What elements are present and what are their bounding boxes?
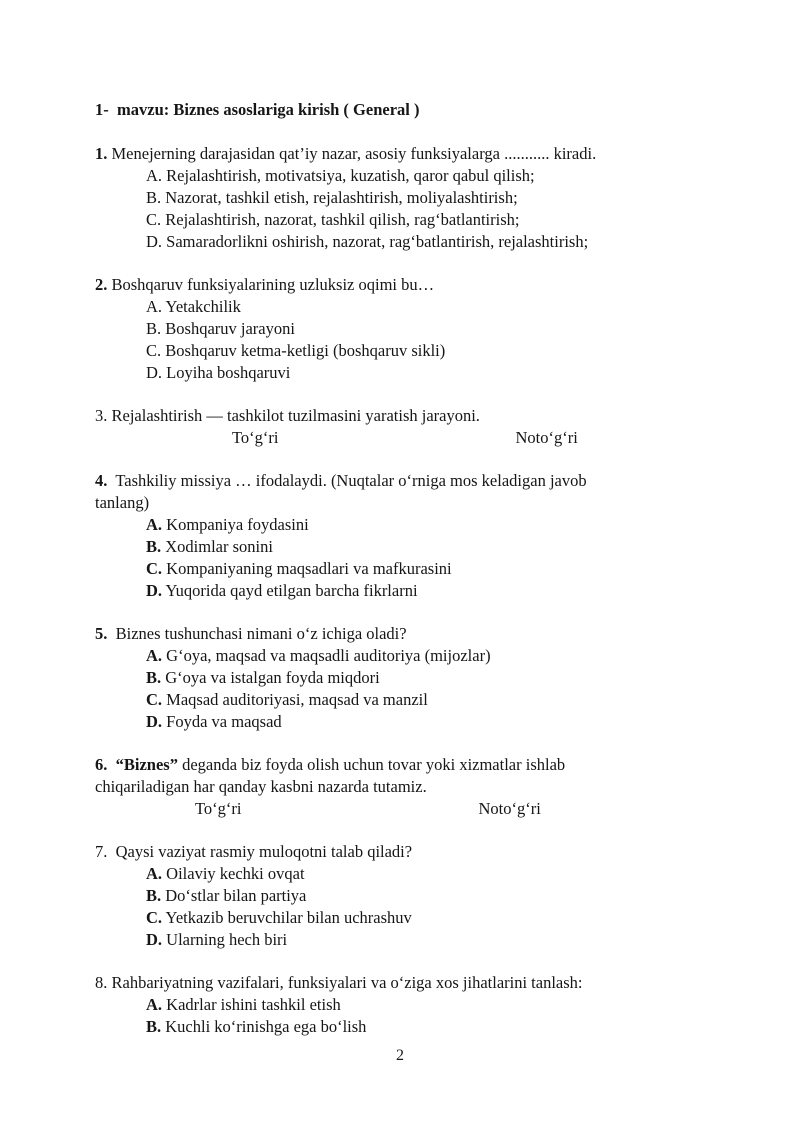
question-8-options [95, 994, 725, 1038]
option-text: Yuqorida qayd etilgan barcha fikrlarni [162, 581, 418, 600]
option-text: Kadrlar ishini tashkil etish [162, 995, 341, 1014]
option-letter: A. [146, 864, 163, 883]
answer-option [146, 536, 725, 558]
answer-option [146, 667, 725, 689]
answer-option [146, 907, 725, 929]
option-letter: B. [146, 188, 162, 207]
true-false-row [95, 798, 725, 820]
option-letter: C. [146, 908, 163, 927]
answer-option [146, 580, 725, 602]
question-6-text-line [95, 754, 725, 798]
question-3 [95, 405, 725, 449]
question-number: 3. [95, 406, 108, 425]
question-text: Biznes tushunchasi nimani o‘z ichiga oladi? [107, 624, 407, 643]
answer-option [146, 209, 725, 231]
option-text: Rejalashtirish, motivatsiya, kuzatish, qaror qabul qilish; [162, 166, 535, 185]
question-7-options [95, 863, 725, 951]
option-letter: B. [146, 537, 162, 556]
question-number: 1. [95, 144, 108, 163]
option-text: Kompaniyaning maqsadlari va mafkurasini [162, 559, 452, 578]
option-letter: D. [146, 581, 163, 600]
option-text: Do‘stlar bilan partiya [161, 886, 307, 905]
option-text: Samaradorlikni oshirish, nazorat, rag‘batlantirish, rejalashtirish; [162, 232, 589, 251]
bold-term: “Biznes” [107, 755, 178, 774]
question-5-text-line [95, 623, 725, 645]
true-false-row [95, 427, 725, 449]
question-3-text-line [95, 405, 725, 427]
answer-option [146, 231, 725, 253]
page-title: 1- mavzu: Biznes asoslariga kirish ( General ) [95, 100, 420, 119]
answer-option [146, 187, 725, 209]
question-7 [95, 841, 725, 951]
question-1 [95, 143, 725, 253]
question-text: Boshqaruv funksiyalarining uzluksiz oqimi bu… [107, 275, 435, 294]
option-letter: C. [146, 690, 163, 709]
option-letter: C. [146, 341, 162, 360]
option-letter: C. [146, 559, 163, 578]
question-number: 2. [95, 275, 108, 294]
option-text: Foyda va maqsad [162, 712, 282, 731]
option-text: Kompaniya foydasini [162, 515, 309, 534]
answer-option [146, 994, 725, 1016]
question-2-text-line [95, 274, 725, 296]
option-text: Kuchli ko‘rinishga ega bo‘lish [161, 1017, 367, 1036]
option-text: Oilaviy kechki ovqat [162, 864, 305, 883]
question-text: Rahbariyatning vazifalari, funksiyalari va o‘ziga xos jihatlarini tanlash: [107, 973, 583, 992]
question-number: 4. [95, 471, 108, 490]
option-letter: D. [146, 930, 163, 949]
question-number: 7. [95, 842, 108, 861]
question-1-options [95, 165, 725, 253]
question-text: deganda biz foyda olish uchun tovar yoki xizmatlar ishlab [177, 755, 566, 774]
option-text: Xodimlar sonini [161, 537, 273, 556]
option-letter: A. [146, 297, 163, 316]
question-number: 5. [95, 624, 108, 643]
option-text: Nazorat, tashkil etish, rejalashtirish, moliyalashtirish; [161, 188, 518, 207]
option-text: Boshqaruv jarayoni [161, 319, 295, 338]
option-text: Yetkazib beruvchilar bilan uchrashuv [162, 908, 412, 927]
question-text-line2: tanlang) [95, 493, 150, 512]
option-text: G‘oya va istalgan foyda miqdori [161, 668, 380, 687]
option-letter: A. [146, 995, 163, 1014]
question-6 [95, 754, 725, 820]
option-letter: A. [146, 646, 163, 665]
option-letter: B. [146, 319, 162, 338]
question-7-text-line [95, 841, 725, 863]
option-text: Loyiha boshqaruvi [162, 363, 291, 382]
question-number: 8. [95, 973, 108, 992]
question-2 [95, 274, 725, 384]
answer-option [146, 318, 725, 340]
true-option: To‘g‘ri [232, 428, 279, 447]
option-letter: A. [146, 515, 163, 534]
answer-option [146, 558, 725, 580]
question-text: Rejalashtirish — tashkilot tuzilmasini yaratish jarayoni. [107, 406, 480, 425]
option-text: Yetakchilik [162, 297, 241, 316]
option-text: Maqsad auditoriyasi, maqsad va manzil [162, 690, 428, 709]
answer-option [146, 1016, 725, 1038]
question-4-text-line [95, 470, 725, 514]
answer-option [146, 885, 725, 907]
question-2-options [95, 296, 725, 384]
option-letter: D. [146, 232, 163, 251]
page-number: 2 [396, 1047, 404, 1064]
option-text: Ularning hech biri [162, 930, 288, 949]
true-option: To‘g‘ri [195, 799, 242, 818]
false-option: Noto‘g‘ri [515, 428, 578, 447]
question-5 [95, 623, 725, 733]
answer-option [146, 645, 725, 667]
question-8 [95, 972, 725, 1038]
answer-option [146, 296, 725, 318]
option-letter: C. [146, 210, 162, 229]
question-8-text-line [95, 972, 725, 994]
option-text: Boshqaruv ketma-ketligi (boshqaruv sikli) [161, 341, 446, 360]
option-letter: B. [146, 1017, 162, 1036]
question-4-options [95, 514, 725, 602]
option-letter: A. [146, 166, 163, 185]
answer-option [146, 689, 725, 711]
option-text: Rejalashtirish, nazorat, tashkil qilish, rag‘batlantirish; [161, 210, 520, 229]
question-text: Tashkiliy missiya … ifodalaydi. (Nuqtalar o‘rniga mos keladigan javob [107, 471, 587, 490]
option-letter: B. [146, 886, 162, 905]
option-letter: B. [146, 668, 162, 687]
question-text-line2: chiqariladigan har qanday kasbni nazarda tutamiz. [95, 777, 427, 796]
answer-option [146, 514, 725, 536]
question-5-options [95, 645, 725, 733]
option-letter: D. [146, 363, 163, 382]
answer-option [146, 929, 725, 951]
answer-option [146, 340, 725, 362]
question-text: Qaysi vaziyat rasmiy muloqotni talab qiladi? [107, 842, 413, 861]
false-option: Noto‘g‘ri [478, 799, 541, 818]
option-letter: D. [146, 712, 163, 731]
question-text: Menejerning darajasidan qat’iy nazar, asosiy funksiyalarga ........... kiradi. [107, 144, 597, 163]
answer-option [146, 362, 725, 384]
question-number: 6. [95, 755, 108, 774]
question-4 [95, 470, 725, 602]
answer-option [146, 165, 725, 187]
answer-option [146, 711, 725, 733]
answer-option [146, 863, 725, 885]
option-text: G‘oya, maqsad va maqsadli auditoriya (mijozlar) [162, 646, 491, 665]
question-1-text-line [95, 143, 725, 165]
